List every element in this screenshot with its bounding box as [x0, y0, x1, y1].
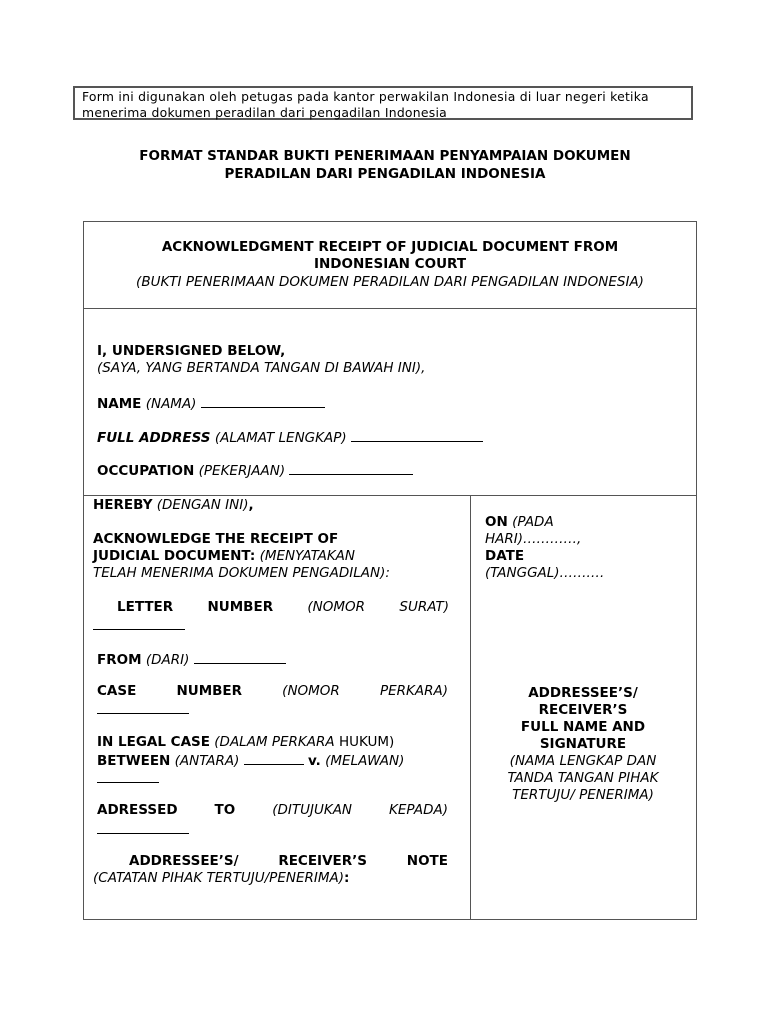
kepada-word: KEPADA) [389, 802, 448, 818]
occupation-label: OCCUPATION [97, 463, 195, 479]
addressed-blank [97, 820, 189, 834]
case-nomor-word: (NOMOR [282, 683, 340, 699]
between-label: BETWEEN [97, 753, 171, 769]
ditujukan-word: (DITUJUKAN [272, 802, 353, 818]
letter-word: LETTER [117, 599, 174, 615]
versus-blank [97, 769, 159, 783]
document-title [70, 148, 700, 183]
document-title-line-2: PERADILAN DARI PENGADILAN INDONESIA [224, 165, 546, 182]
number-word: NUMBER [207, 599, 274, 615]
document-title-line-1: FORMAT STANDAR BUKTI PENERIMAAN PENYAMPAIAN DOKUMEN [139, 148, 631, 164]
acknowledge-menyatakan: (MENYATAKAN [259, 548, 356, 564]
signature-line-3: FULL NAME AND [520, 719, 646, 735]
signature-id-line-2: TANDA TANGAN PIHAK [507, 770, 659, 786]
between-label-id: (ANTARA) [174, 753, 240, 769]
case-number-word: NUMBER [176, 683, 243, 699]
acknowledge-line-1: ACKNOWLEDGE THE RECEIPT OF [93, 531, 339, 547]
receiver-note-id: (CATATAN PIHAK TERTUJU/PENERIMA) [93, 870, 344, 886]
from-label: FROM [97, 652, 142, 668]
case-number-line [97, 683, 448, 700]
receipt-subtitle: (BUKTI PENERIMAAN DOKUMEN PERADILAN DARI PENGADILAN INDONESIA) [136, 274, 644, 290]
surat-word: SURAT) [399, 599, 449, 615]
receipt-title-line-1: ACKNOWLEDGMENT RECEIPT OF JUDICIAL DOCUMENT FROM [161, 239, 619, 255]
legal-case-line [97, 734, 394, 751]
adressed-word: ADRESSED [97, 802, 178, 818]
address-blank [351, 428, 483, 442]
occupation-field [97, 461, 413, 480]
letter-number-blank-line [93, 616, 185, 635]
on-label-id: (PADA [512, 514, 554, 530]
signature-line-2: RECEIVER’S [538, 702, 628, 718]
addressed-blank-line [97, 820, 189, 839]
case-word: CASE [97, 683, 137, 699]
perkara-word: PERKARA) [379, 683, 448, 699]
versus-label: v. [307, 753, 321, 769]
on-date-block [485, 514, 685, 582]
letter-number-blank [93, 616, 185, 630]
receipt-form [83, 221, 697, 920]
address-label: FULL ADDRESS [97, 430, 211, 446]
receipt-title [84, 239, 696, 273]
to-word: TO [214, 802, 236, 818]
signature-block [470, 685, 696, 804]
receiver-note-id-line [93, 870, 349, 887]
on-day-blank: HARI)…………, [485, 531, 582, 547]
address-label-id: (ALAMAT LENGKAP) [214, 430, 347, 446]
acknowledge-block [93, 531, 453, 582]
declarant-intro [97, 343, 425, 377]
hereby-comma: , [248, 497, 254, 513]
name-label-id: (NAMA) [145, 396, 197, 412]
between-blank [244, 751, 304, 765]
name-label: NAME [97, 396, 142, 412]
occupation-label-id: (PEKERJAAN) [198, 463, 286, 479]
between-line [97, 751, 404, 770]
legal-case-hukum: HUKUM) [338, 734, 395, 750]
acknowledge-line-2 [93, 548, 453, 565]
address-field [97, 428, 483, 447]
nomor-word: (NOMOR [307, 599, 366, 615]
date-label: DATE [485, 548, 525, 564]
versus-label-id: (MELAWAN) [325, 753, 405, 769]
receiver-note-line [129, 853, 448, 870]
receipt-title-line-2: INDONESIAN COURT [313, 256, 467, 272]
note-word: NOTE [406, 853, 448, 869]
hereby-label: HEREBY [93, 497, 153, 513]
name-blank [201, 394, 325, 408]
note-addressee-word: ADDRESSEE’S/ [129, 853, 239, 869]
signature-id-line-3: TERTUJU/ PENERIMA) [512, 787, 654, 803]
signature-id-line-1: (NAMA LENGKAP DAN [509, 753, 657, 769]
signature-line-1: ADDRESSEE’S/ [528, 685, 638, 701]
letter-number-line [117, 599, 449, 616]
from-blank [194, 650, 286, 664]
signature-line-4: SIGNATURE [539, 736, 627, 752]
declarant-intro-id: (SAYA, YANG BERTANDA TANGAN DI BAWAH INI), [97, 360, 426, 376]
note-receiver-word: RECEIVER’S [278, 853, 367, 869]
case-number-blank-line [97, 700, 189, 719]
name-field [97, 394, 325, 413]
from-field [97, 650, 286, 669]
hereby-line [93, 497, 254, 514]
usage-notice: Form ini digunakan oleh petugas pada kantor perwakilan Indonesia di luar negeri ketika menerima dokumen peradilan dari pengadilan Indonesia [73, 86, 693, 120]
on-line [485, 514, 685, 531]
addressed-to-line [97, 802, 448, 819]
on-label: ON [485, 514, 508, 530]
declarant-intro-en: I, UNDERSIGNED BELOW, [97, 343, 286, 359]
legal-case-label: IN LEGAL CASE [97, 734, 210, 750]
occupation-blank [289, 461, 413, 475]
from-label-id: (DARI) [145, 652, 190, 668]
hereby-label-id: (DENGAN INI) [156, 497, 249, 513]
acknowledge-line-3: TELAH MENERIMA DOKUMEN PENGADILAN): [93, 565, 390, 581]
declarant-divider [84, 495, 696, 496]
header-divider [84, 308, 696, 309]
versus-blank-line [97, 769, 159, 788]
receiver-note-colon: : [344, 870, 350, 886]
legal-case-label-id: (DALAM PERKARA [214, 734, 335, 750]
case-number-blank [97, 700, 189, 714]
date-label-id: (TANGGAL)…….… [485, 565, 605, 581]
acknowledge-judicial: JUDICIAL DOCUMENT: [93, 548, 256, 564]
